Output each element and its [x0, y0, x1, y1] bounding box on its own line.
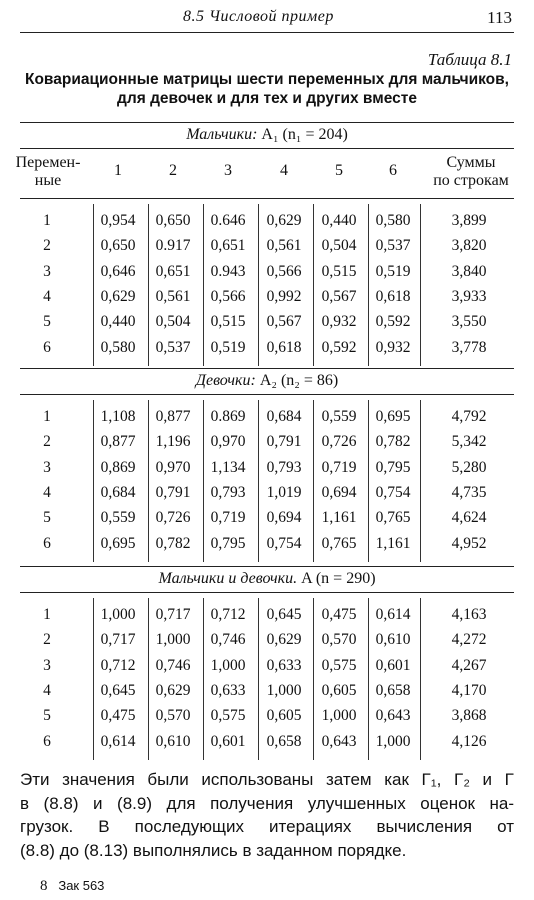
- matrix-cell: 0.917: [155, 237, 191, 255]
- col-header-index: 5: [335, 162, 343, 179]
- matrix-cell: 0,504: [321, 237, 357, 255]
- table-title-line: Ковариационные матрицы шести переменных для мальчиков,: [25, 71, 509, 88]
- matrix-cell: 0,719: [210, 509, 246, 527]
- matrix-cell: 0,726: [321, 433, 357, 451]
- row-variable: 1: [43, 212, 51, 229]
- matrix-cell: 1,134: [210, 458, 246, 476]
- matrix-cell: 0.943: [210, 262, 246, 280]
- matrix-cell: 0,610: [155, 732, 191, 750]
- matrix-cell: 0,651: [155, 262, 191, 280]
- matrix-cell: 0,570: [155, 707, 191, 725]
- matrix-cell: 0,795: [375, 458, 411, 476]
- matrix-cell: 0,592: [321, 338, 357, 356]
- matrix-cell: 0,519: [375, 262, 411, 280]
- matrix-cell: 0,559: [100, 509, 136, 527]
- matrix-cell: 0,633: [210, 681, 246, 699]
- group-caption-label: Девочки:: [195, 372, 256, 389]
- page-number: 113: [487, 8, 512, 27]
- row-sum: 4,952: [451, 534, 487, 552]
- matrix-cell: 0,754: [375, 483, 411, 501]
- matrix-cell: 0,646: [100, 262, 136, 280]
- matrix-cell: 0,869: [100, 458, 136, 476]
- row-sum: 4,272: [451, 631, 487, 649]
- matrix-cell: 0,440: [100, 313, 136, 331]
- col-header-index: 4: [280, 162, 288, 179]
- table-title: [14, 70, 520, 108]
- matrix-cell: 1,000: [375, 732, 411, 750]
- matrix-cell: 0,605: [321, 681, 357, 699]
- matrix-cell: 0,695: [375, 408, 411, 425]
- matrix-cell: 1,000: [210, 656, 246, 674]
- matrix-cell: 0,765: [375, 509, 411, 527]
- matrix-cell: 0,970: [155, 458, 191, 476]
- matrix-cell: 0,970: [210, 433, 246, 451]
- matrix-cell: 0,746: [210, 631, 246, 649]
- col-header-rule: [20, 198, 514, 199]
- row-sum: 3,899: [451, 212, 487, 229]
- matrix-cell: 0,712: [100, 656, 136, 674]
- group-caption-rule: [20, 592, 514, 593]
- matrix-cell: 0,645: [100, 681, 136, 699]
- column-rule: [420, 400, 421, 562]
- matrix-cell: 0,782: [155, 534, 191, 552]
- matrix-cell: 0,712: [210, 606, 246, 623]
- row-variable: 6: [43, 732, 51, 750]
- matrix-cell: 0,601: [375, 656, 411, 674]
- row-sum: 3,840: [451, 262, 487, 280]
- matrix-cell: 0,566: [266, 262, 302, 280]
- matrix-cell: 1,161: [321, 509, 357, 527]
- group-top-rule: [20, 368, 514, 369]
- matrix-cell: 0,566: [210, 287, 246, 305]
- matrix-cell: 0,719: [321, 458, 357, 476]
- col-header-variables-line: Перемен-: [15, 154, 81, 171]
- matrix-cell: 0,614: [375, 606, 411, 623]
- row-sum: 3,820: [451, 237, 487, 255]
- col-header-index: 3: [224, 162, 232, 179]
- row-sum: 4,792: [451, 408, 487, 425]
- matrix-cell: 0,877: [100, 433, 136, 451]
- table-label: Таблица 8.1: [427, 50, 512, 69]
- col-header-index: 6: [389, 162, 397, 179]
- matrix-cell: 0,791: [155, 483, 191, 501]
- matrix-cell: 0,695: [100, 534, 136, 552]
- matrix-cell: 0,592: [375, 313, 411, 331]
- matrix-cell: 0,515: [210, 313, 246, 331]
- running-header: [0, 6, 534, 30]
- matrix-cell: 0,515: [321, 262, 357, 280]
- matrix-cell: 0,605: [266, 707, 302, 725]
- matrix-cell: 0,561: [266, 237, 302, 255]
- paragraph-line: (8.8) до (8.13) выполнялись в заданном порядке.: [20, 840, 407, 860]
- matrix-cell: 0,726: [155, 509, 191, 527]
- matrix-cell: 0,791: [266, 433, 302, 451]
- row-variable: 1: [43, 408, 51, 425]
- matrix-cell: 0,567: [266, 313, 302, 331]
- row-variable: 3: [43, 262, 51, 280]
- row-sum: 4,163: [451, 606, 487, 623]
- matrix-cell: 0,475: [321, 606, 357, 623]
- matrix-cell: 0,793: [210, 483, 246, 501]
- matrix-cell: 1,000: [100, 606, 136, 623]
- matrix-cell: 0,618: [266, 338, 302, 356]
- matrix-cell: 0,717: [155, 606, 191, 623]
- row-variable: 5: [43, 313, 51, 331]
- matrix-cell: 0,717: [100, 631, 136, 649]
- matrix-cell: 0,519: [210, 338, 246, 356]
- col-header-row-sums-line: по строкам: [433, 172, 509, 189]
- matrix-cell: 0,601: [210, 732, 246, 750]
- row-variable: 3: [43, 656, 51, 674]
- matrix-cell: 0,629: [155, 681, 191, 699]
- row-sum: 3,778: [451, 338, 487, 356]
- matrix-cell: 0,658: [266, 732, 302, 750]
- col-header-row-sums-line: Суммы: [446, 154, 496, 171]
- matrix-cell: 0,684: [266, 408, 302, 425]
- group-caption-matrix: A (n = 290): [301, 570, 376, 587]
- paragraph-line: грузок. В последующих итерациях вычисления от: [20, 817, 514, 836]
- matrix-cell: 0,954: [100, 212, 136, 229]
- paragraph-line: Эти значения были использованы затем как Γ₁, Γ₂ и Γ: [20, 770, 514, 789]
- paragraph-line: в (8.8) и (8.9) для получения улучшенных оценок на-: [20, 793, 514, 813]
- col-header-index: 2: [169, 162, 177, 179]
- matrix-cell: 0,795: [210, 534, 246, 552]
- header-rule: [20, 32, 514, 33]
- matrix-cell: 0.646: [210, 212, 246, 229]
- row-sum: 4,126: [451, 732, 487, 750]
- matrix-cell: 1,196: [155, 433, 191, 451]
- group-caption-rule: [20, 148, 514, 149]
- matrix-cell: 0,684: [100, 483, 136, 501]
- row-sum: 4,170: [451, 681, 487, 699]
- group-caption-label: Мальчики и девочки.: [158, 570, 298, 587]
- matrix-cell: 0,932: [375, 338, 411, 356]
- matrix-cell: 0,475: [100, 707, 136, 725]
- group-top-rule: [20, 566, 514, 567]
- row-sum: 4,735: [451, 483, 487, 501]
- row-sum: 3,933: [451, 287, 487, 305]
- col-header-variables: [8, 154, 88, 190]
- group-caption: [20, 569, 514, 589]
- matrix-cell: 1,161: [375, 534, 411, 552]
- matrix-cell: 0,650: [155, 212, 191, 229]
- matrix-cell: 0,575: [321, 656, 357, 674]
- matrix-cell: 0,633: [266, 656, 302, 674]
- row-variable: 5: [43, 707, 51, 725]
- matrix-cell: 1,000: [155, 631, 191, 649]
- group-caption-rule: [20, 394, 514, 395]
- matrix-cell: 0,575: [210, 707, 246, 725]
- matrix-cell: 0,580: [100, 338, 136, 356]
- matrix-cell: 0,629: [266, 631, 302, 649]
- printer-footer: [40, 878, 104, 895]
- row-variable: 4: [43, 681, 51, 699]
- matrix-cell: 0,440: [321, 212, 357, 229]
- matrix-cell: 0,559: [321, 408, 357, 425]
- matrix-cell: 0,932: [321, 313, 357, 331]
- row-variable: 6: [43, 534, 51, 552]
- matrix-cell: 0,645: [266, 606, 302, 623]
- row-variable: 3: [43, 458, 51, 476]
- matrix-cell: 1,108: [100, 408, 136, 425]
- row-sum: 3,550: [451, 313, 487, 331]
- matrix-cell: 0,694: [266, 509, 302, 527]
- matrix-cell: 0,537: [155, 338, 191, 356]
- table-title-line: для девочек и для тех и других вместе: [117, 90, 417, 107]
- row-variable: 5: [43, 509, 51, 527]
- matrix-cell: 0,614: [100, 732, 136, 750]
- matrix-cell: 0,650: [100, 237, 136, 255]
- matrix-cell: 0,793: [266, 458, 302, 476]
- row-variable: 2: [43, 237, 51, 255]
- matrix-cell: 0,580: [375, 212, 411, 229]
- row-variable: 6: [43, 338, 51, 356]
- order-number: Зак 563: [58, 878, 105, 893]
- group-caption: [20, 371, 514, 391]
- matrix-cell: 0,754: [266, 534, 302, 552]
- row-sum: 3,868: [451, 707, 487, 725]
- matrix-cell: 1,000: [321, 707, 357, 725]
- body-paragraph: [20, 768, 514, 862]
- matrix-cell: 0,618: [375, 287, 411, 305]
- row-variable: 2: [43, 631, 51, 649]
- matrix-cell: 0,992: [266, 287, 302, 305]
- sheet-number: 8: [40, 878, 48, 894]
- row-variable: 4: [43, 287, 51, 305]
- matrix-cell: 0,629: [266, 212, 302, 229]
- matrix-cell: 0,610: [375, 631, 411, 649]
- group-caption-matrix: A₁ (n₁ = 204): [261, 126, 348, 143]
- row-variable: 2: [43, 433, 51, 451]
- group-caption-label: Мальчики:: [186, 126, 258, 143]
- column-rule: [420, 598, 421, 760]
- col-header-variables-line: ные: [34, 172, 62, 189]
- section-title: 8.5 Числовой пример: [183, 8, 334, 25]
- matrix-cell: 0.869: [210, 408, 246, 425]
- matrix-cell: 1,000: [266, 681, 302, 699]
- col-header-row-sums: [418, 154, 524, 190]
- matrix-cell: 0,537: [375, 237, 411, 255]
- matrix-cell: 0,629: [100, 287, 136, 305]
- column-rule: [420, 204, 421, 366]
- group-top-rule: [20, 122, 514, 123]
- row-sum: 4,267: [451, 656, 487, 674]
- group-caption: [20, 125, 514, 145]
- row-variable: 1: [43, 606, 51, 623]
- matrix-cell: 0,567: [321, 287, 357, 305]
- matrix-cell: 1,019: [266, 483, 302, 501]
- matrix-cell: 0,694: [321, 483, 357, 501]
- matrix-cell: 0,651: [210, 237, 246, 255]
- row-sum: 4,624: [451, 509, 487, 527]
- matrix-cell: 0,570: [321, 631, 357, 649]
- matrix-cell: 0,504: [155, 313, 191, 331]
- row-sum: 5,280: [451, 458, 487, 476]
- matrix-cell: 0,658: [375, 681, 411, 699]
- matrix-cell: 0,643: [375, 707, 411, 725]
- matrix-cell: 0,561: [155, 287, 191, 305]
- matrix-cell: 0,643: [321, 732, 357, 750]
- matrix-cell: 0,765: [321, 534, 357, 552]
- group-caption-matrix: A₂ (n₂ = 86): [259, 372, 339, 389]
- row-sum: 5,342: [451, 433, 487, 451]
- row-variable: 4: [43, 483, 51, 501]
- matrix-cell: 0,746: [155, 656, 191, 674]
- matrix-cell: 0,877: [155, 408, 191, 425]
- col-header-index: 1: [114, 162, 122, 179]
- matrix-cell: 0,782: [375, 433, 411, 451]
